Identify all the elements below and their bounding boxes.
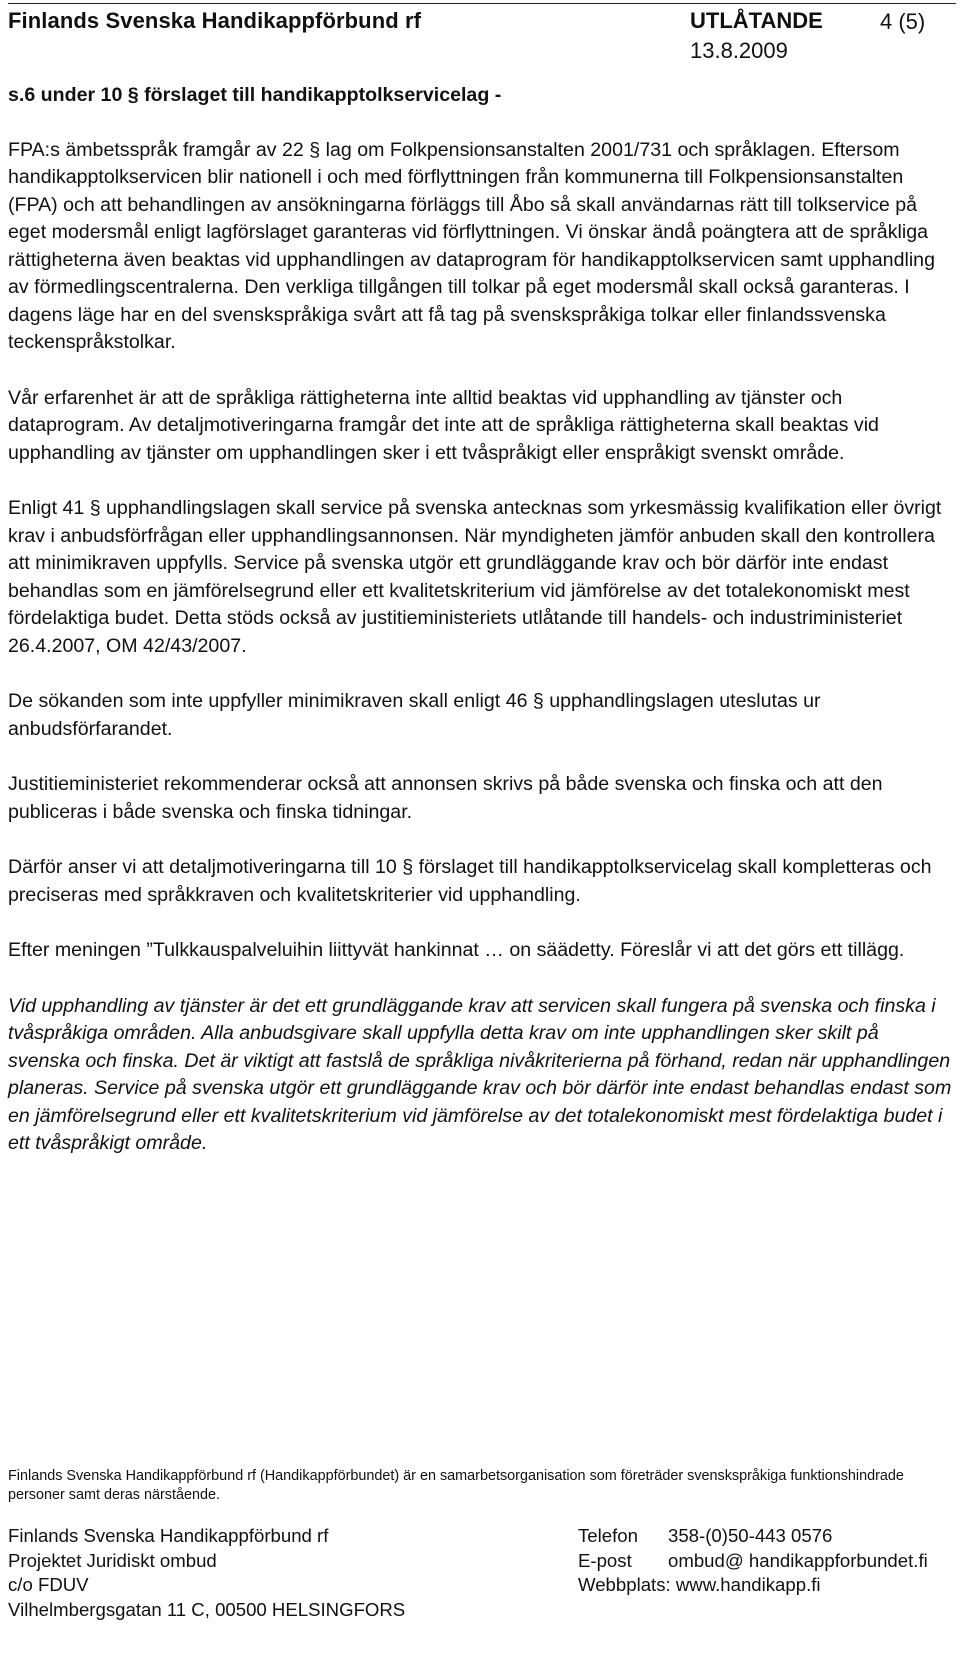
proposed-addition-text: Vid upphandling av tjänster är det ett grundläggande krav att servicen skall fungera på svenska och finska i tvåspråkiga områden. Alla anbudsgivare skall uppfylla detta krav om inte upphandlingen sker skilt på svenska och finska. Det är viktigt att fastslå de språkliga nivåkriterierna på förhand, redan när upphandlingen planeras. Service på svenska utgör ett grundläggande krav och bör därför inte endast behandlas endast som en jämförelsegrund eller ett kvalitetskriterium vid jämförelse av det totalekonomiskt mest fördelaktiga budet i ett tvåspråkigt område. (8, 994, 952, 1154)
address-line: c/o FDUV (8, 1574, 89, 1595)
address-line: Projektet Juridiskt ombud (8, 1549, 217, 1571)
paragraph-proposal: Därför anser vi att detaljmotiveringarna till 10 § förslaget till handikapptolkservicelag skall kompletteras och preciseras med språkkraven och kvalitetskriterier vid upphandling. (8, 856, 932, 906)
phone-row (578, 1524, 958, 1549)
organization-name: Finlands Svenska Handikappförbund rf (8, 8, 422, 33)
paragraph-section-41: Enligt 41 § upphandlingslagen skall service på svenska antecknas som yrkesmässig kvalifikation eller övrigt krav i anbudsförfrågan eller upphandlingsannonsen. När myndigheten jämför anbuden skall den kontrollera att minimikraven uppfylls. Service på svenska utgör ett grundläggande krav och bör därför inte endast behandlas som en jämförelsegrund eller ett kvalitetskriterium vid jämförelse av det totalekonomiskt mest fördelaktiga budet. Detta stöds också av justitieministeriets utlåtande till handels- och industriministeriet 26.4.2007, OM 42/43/2007. (8, 497, 942, 657)
phone-number: 358-(0)50-443 0576 (668, 1525, 833, 1546)
paragraph-section-46: De sökanden som inte uppfyller minimikraven skall enligt 46 § upphandlingslagen uteslutas ur anbudsförfarandet. (8, 690, 821, 740)
website-link[interactable]: Webbplats: www.handikapp.fi (578, 1574, 821, 1595)
header-rule (8, 3, 956, 4)
paragraph-experience: Vår erfarenhet är att de språkliga rättigheterna inte alltid beaktas vid upphandling av tjänster och dataprogram. Av detaljmotiveringarna framgår det inte att de språkliga rättigheterna skall beaktas vid upphandling av tjänster om upphandlingen sker i ett tvåspråkigt eller enspråkigt svenskt område. (8, 386, 879, 464)
document-body (8, 82, 952, 1186)
page-header (0, 0, 960, 64)
email-row (578, 1549, 958, 1574)
document-type: UTLÅTANDE (690, 8, 823, 33)
address-line: Finlands Svenska Handikappförbund rf (8, 1525, 329, 1546)
section-heading: s.6 under 10 § förslaget till handikapptolkservicelag - (8, 84, 502, 106)
footer-note: Finlands Svenska Handikappförbund rf (Handikappförbundet) är en samarbetsorganisation som företräder svenskspråkiga funktionshindrade personer samt deras närstående. (8, 1468, 904, 1503)
email-label: E-post (578, 1549, 632, 1571)
page-number: 4 (5) (880, 9, 926, 34)
footer-address (8, 1524, 568, 1622)
paragraph-ministry-recommendation: Justitieministeriet rekommenderar också att annonsen skrivs på både svenska och finska och att den publiceras i både svenska och finska tidningar. (8, 773, 883, 823)
phone-label: Telefon (578, 1525, 638, 1546)
document-date: 13.8.2009 (690, 38, 788, 63)
email-address[interactable]: ombud@ handikappforbundet.fi (668, 1549, 928, 1571)
paragraph-language-rights: FPA:s ämbetsspråk framgår av 22 § lag om Folkpensionsanstalten 2001/731 och språklagen. Eftersom handikapptolkservicen blir nationell i och med förflyttningen från kommunerna till Folkpensionsanstalten (FPA) och att behandlingen av ansökningarna förläggs till Åbo så skall användarnas rätt till tolkservice på eget modersmål enligt lagförslaget garanteras vid förflyttningen. Vi önskar ändå poängtera att de språkliga rättigheterna även beaktas vid upphandlingen av dataprogram för handikapptolkservicen samt upphandling av förmedlingscentralerna. Den verkliga tillgången till tolkar på eget modersmål skall också garanteras. I dagens läge har en del svenskspråkiga svårt att få tag på svenskspråkiga tolkar eller finlandssvenska teckenspråkstolkar. (8, 138, 935, 353)
footer-contact (578, 1524, 958, 1598)
address-line: Vilhelmbergsgatan 11 C, 00500 HELSINGFORS (8, 1598, 406, 1620)
paragraph-addition: Efter meningen ”Tulkkauspalveluihin liittyvät hankinnat … on säädetty. Föreslår vi att det görs ett tillägg. (8, 939, 905, 961)
